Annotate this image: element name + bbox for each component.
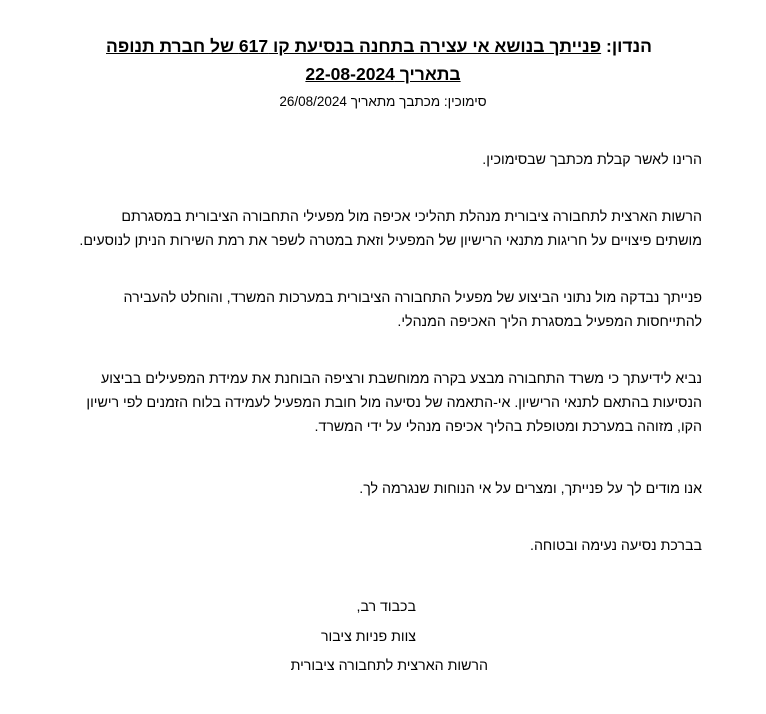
paragraph-line: הרינו לאשר קבלת מכתבך שבסימוכין. bbox=[482, 152, 702, 168]
signature-team: צוות פניות ציבור bbox=[320, 628, 416, 645]
paragraph-line: מושתים פיצויים על חריגות מתנאי הרישיון של המפעיל וזאת במטרה לשפר את רמת השירות הניתן לנוסעים. bbox=[79, 233, 702, 249]
subject-label: הנדון: bbox=[606, 36, 652, 56]
signature-block bbox=[268, 593, 488, 682]
paragraph-line: הנסיעות בהתאם לתנאי הרישיון. אי-התאמה של נסיעה מול חובת המפעיל לעמידה בלוח הזמנים לפי רישיון bbox=[86, 395, 702, 411]
paragraph-monitoring bbox=[62, 367, 702, 439]
paragraph-line: להתייחסות המפעיל במסגרת הליך האכיפה המנהלי. bbox=[397, 314, 702, 330]
paragraph-enforcement bbox=[62, 205, 702, 253]
reference-line: סימוכין: מכתבך מתאריך 26/08/2024 bbox=[279, 94, 487, 109]
paragraph-line: הרשות הארצית לתחבורה ציבורית מנהלת תהליכי אכיפה מול מפעילי התחבורה הציבורית במסגרתם bbox=[121, 209, 702, 225]
paragraph-review bbox=[62, 286, 702, 334]
paragraph-acknowledgement bbox=[62, 148, 702, 172]
paragraph-line: בברכת נסיעה נעימה ובטוחה. bbox=[530, 538, 702, 554]
subject-date: בתאריך 22-08-2024 bbox=[305, 64, 461, 84]
paragraph-line: הקו, מזוהה במערכת ומטופלת בהליך אכיפה מנהלי על ידי המשרד. bbox=[314, 419, 702, 435]
paragraph-apology bbox=[62, 477, 702, 501]
paragraph-closing-wish bbox=[62, 534, 702, 558]
signature-closing: בכבוד רב, bbox=[356, 599, 416, 615]
subject-date-line bbox=[0, 62, 766, 86]
subject-line bbox=[100, 31, 658, 62]
subject-title: פנייתך בנושא אי עצירה בתחנה בנסיעת קו 617 של חברת תנופה bbox=[106, 36, 602, 56]
paragraph-line: אנו מודים לך על פנייתך, ומצרים על אי הנוחות שנגרמה לך. bbox=[359, 481, 702, 497]
paragraph-line: נביא לידיעתך כי משרד התחבורה מבצע בקרה ממוחשבת ורציפה הבוחנת את עמידת המפעילים בביצוע bbox=[100, 371, 702, 387]
paragraph-line: פנייתך נבדקה מול נתוני הביצוע של מפעיל התחבורה הציבורית במערכות המשרד, והוחלט להעבירה bbox=[123, 290, 702, 306]
signature-organization: הרשות הארצית לתחבורה ציבורית bbox=[290, 658, 488, 674]
